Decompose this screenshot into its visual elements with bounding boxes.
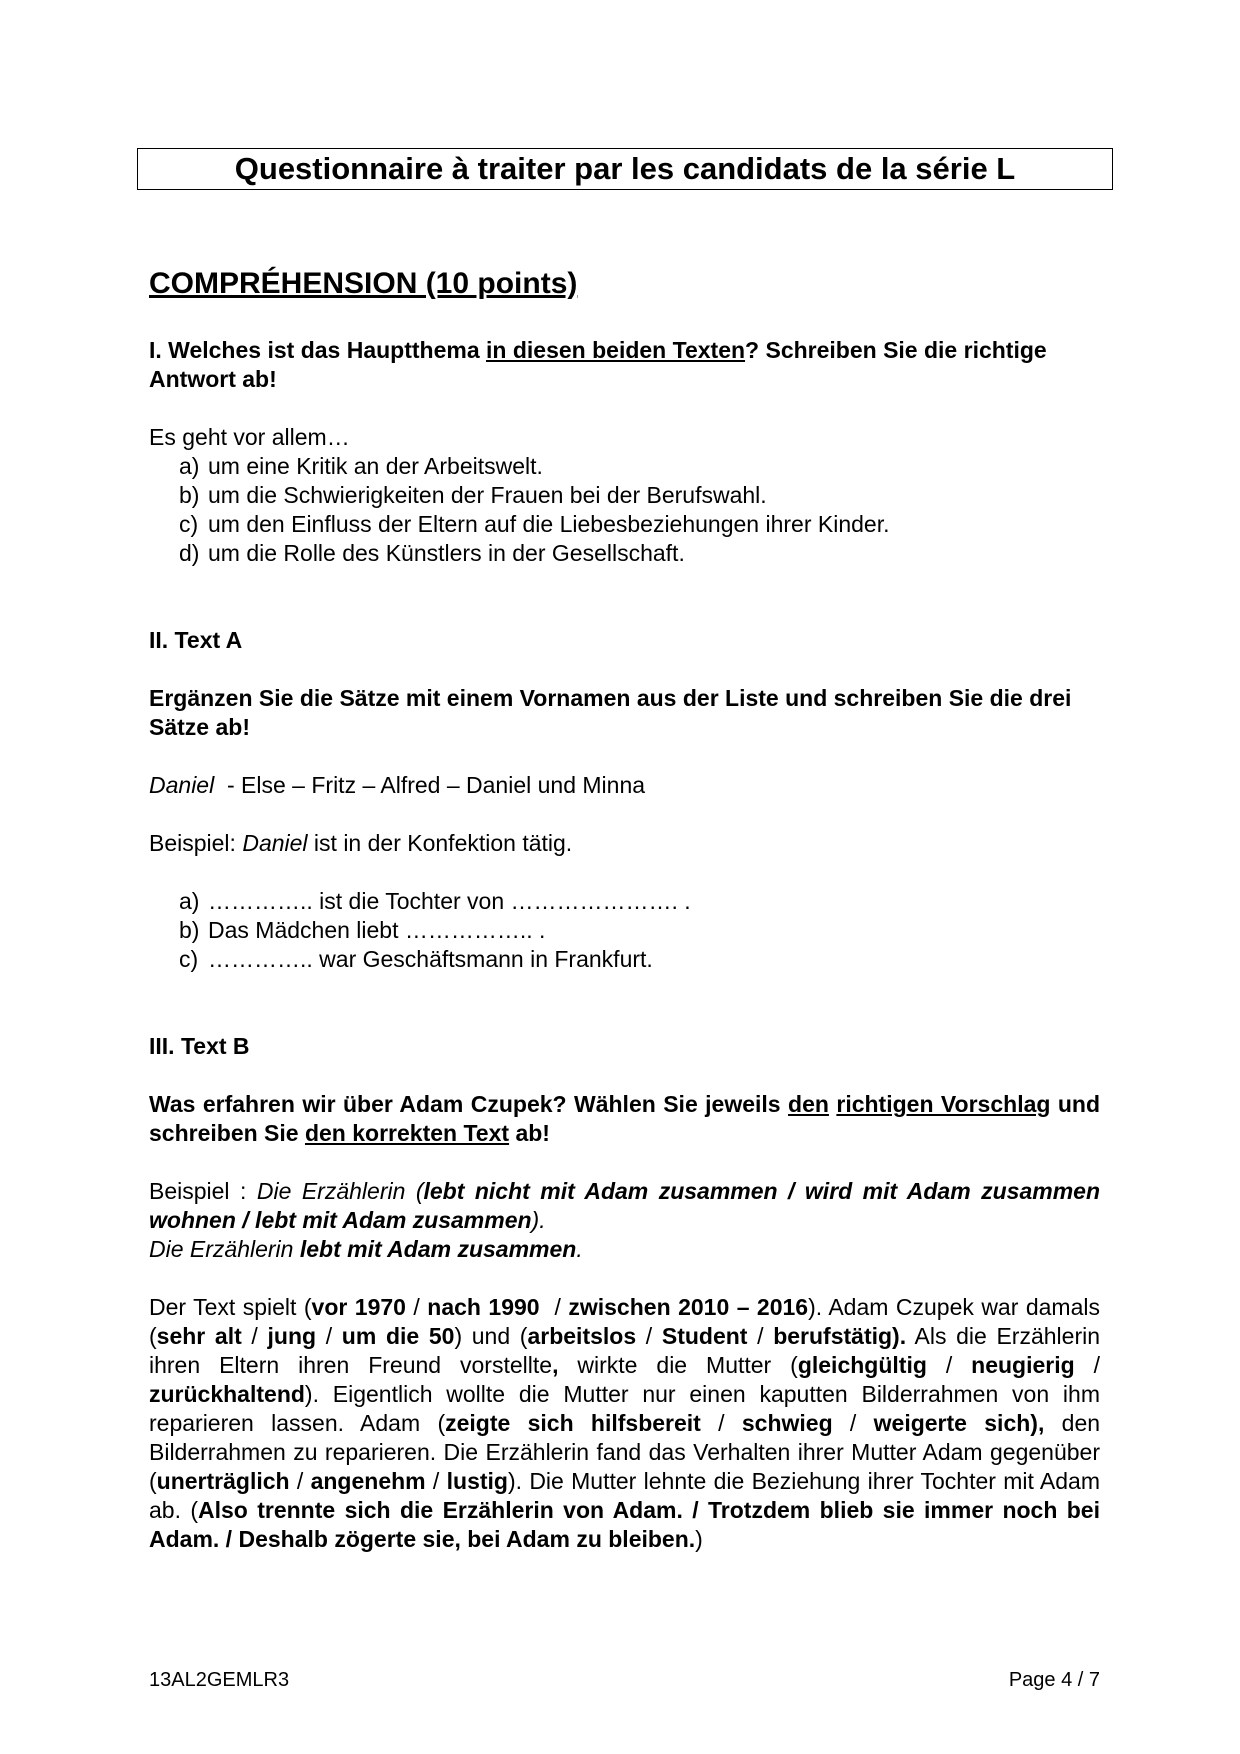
q1-option-b xyxy=(179,481,1100,510)
q3-instruction xyxy=(149,1090,1100,1148)
text-part: / xyxy=(316,1323,342,1349)
ex-answer-italic: Die Erzählerin xyxy=(149,1236,300,1262)
text-part: / xyxy=(405,1294,428,1320)
option-text: um eine Kritik an der Arbeitswelt. xyxy=(208,453,543,479)
text-choice: neugierig xyxy=(971,1352,1075,1378)
ex-italic: ). xyxy=(531,1207,546,1233)
section-title: COMPRÉHENSION (10 points) xyxy=(149,267,578,300)
text-choice: Student xyxy=(661,1323,748,1349)
q1-option-d xyxy=(179,539,1100,568)
q3-example xyxy=(149,1177,1100,1235)
text-choice: weigerte sich), xyxy=(873,1410,1045,1436)
q2-name-list xyxy=(149,771,1100,800)
text-choice: arbeitslos xyxy=(527,1323,637,1349)
text-choice: sehr alt xyxy=(156,1323,242,1349)
ex-answer-bold: lebt mit Adam zusammen xyxy=(299,1236,577,1262)
item-text: ………….. ist die Tochter von …………………. . xyxy=(208,888,691,914)
instr-part: Was erfahren wir über Adam Czupek? Wählen Sie jeweils xyxy=(149,1091,789,1117)
q3-text xyxy=(149,1293,1100,1554)
text-part: ). Die Mutter lehnte die Beziehung ihrer Tochter mit Adam ab. ( xyxy=(149,1468,1100,1523)
q3-example-answer xyxy=(149,1235,1100,1264)
text-choice: gleichgültig xyxy=(797,1352,927,1378)
q1-title xyxy=(149,336,1100,394)
text-choice: zeigte sich hilfsbereit xyxy=(445,1410,701,1436)
text-choice: schwieg xyxy=(741,1410,833,1436)
text-part: ). Eigentlich wollte die Mutter nur einen kaputten Bilderrahmen von ihm reparieren lassen. Adam ( xyxy=(149,1381,1100,1436)
text-part: / xyxy=(1074,1352,1101,1378)
ex-options: lebt nicht mit Adam zusammen / wird mit Adam zusammen wohnen / lebt mit Adam zusammen xyxy=(149,1178,1100,1233)
instr-part: und schreiben Sie xyxy=(149,1091,1101,1146)
text-choice: Also trennte sich die Erzählerin von Adam. / Trotzdem blieb sie immer noch bei Adam. / Deshalb zögerte sie, bei Adam zu bleiben. xyxy=(149,1497,1100,1552)
ex-answer-end: . xyxy=(576,1236,583,1262)
option-letter: c) xyxy=(179,511,199,537)
q3-heading: III. Text B xyxy=(149,1033,250,1059)
text-choice: angenehm xyxy=(310,1468,426,1494)
text-part: / xyxy=(832,1410,874,1436)
text-choice: zwischen 2010 – 2016 xyxy=(568,1294,809,1320)
content xyxy=(149,266,1100,1554)
text-choice: lustig xyxy=(446,1468,508,1494)
example-label: Beispiel: xyxy=(149,830,243,856)
q2-heading: II. Text A xyxy=(149,627,243,653)
text-choice: zurückhaltend xyxy=(149,1381,305,1407)
q2-instruction: Ergänzen Sie die Sätze mit einem Vornamen aus der Liste und schreiben Sie die drei Sätze ab! xyxy=(149,685,1072,740)
text-part: / xyxy=(747,1323,774,1349)
q1-option-c xyxy=(179,510,1100,539)
q1-title-part: I. Welches ist das Hauptthema xyxy=(149,337,487,363)
q2-items xyxy=(149,887,1100,974)
item-text: ………….. war Geschäftsmann in Frankfurt. xyxy=(208,946,653,972)
text-choice: nach 1990 xyxy=(427,1294,540,1320)
text-part: ) xyxy=(695,1526,703,1552)
text-part: / xyxy=(700,1410,742,1436)
text-part: / xyxy=(425,1468,447,1494)
instr-underlined: den korrekten Text xyxy=(304,1120,510,1146)
text-part: / xyxy=(636,1323,662,1349)
option-letter: d) xyxy=(179,540,200,566)
example-name: Daniel xyxy=(242,830,308,856)
name-list-rest: - Else – Fritz – Alfred – Daniel und Minna xyxy=(214,772,646,798)
q1-intro: Es geht vor allem… xyxy=(149,424,350,450)
q1-option-a xyxy=(179,452,1100,481)
item-text: Das Mädchen liebt …………….. . xyxy=(208,917,546,943)
instr-underlined: den xyxy=(788,1091,829,1117)
instr-part: ab! xyxy=(509,1120,550,1146)
item-letter: b) xyxy=(179,917,200,943)
text-choice: um die 50 xyxy=(341,1323,455,1349)
q2-item-a xyxy=(179,887,1100,916)
text-part: den Bilderrahmen zu reparieren. Die Erzählerin fand das Verhalten ihrer Mutter Adam gegenüber ( xyxy=(149,1410,1101,1494)
option-text: um die Schwierigkeiten der Frauen bei der Berufswahl. xyxy=(208,482,767,508)
text-choice: jung xyxy=(267,1323,317,1349)
text-part: / xyxy=(241,1323,268,1349)
text-part: ). Adam Czupek war damals ( xyxy=(149,1294,1100,1349)
footer-code: 13AL2GEMLR3 xyxy=(149,1669,290,1691)
name-list-italic: Daniel xyxy=(149,772,215,798)
ex-label: Beispiel : xyxy=(149,1178,257,1204)
q1-options xyxy=(149,452,1100,568)
header-box xyxy=(137,148,1113,190)
option-letter: a) xyxy=(179,453,200,479)
text-part: Als die Erzählerin ihren Eltern ihren Freund vorstellte xyxy=(149,1323,1101,1378)
footer-page-number: Page 4 / 7 xyxy=(1008,1669,1100,1691)
text-choice: vor 1970 xyxy=(311,1294,406,1320)
text-part: / xyxy=(539,1294,569,1320)
option-text: um den Einfluss der Eltern auf die Liebesbeziehungen ihrer Kinder. xyxy=(208,511,890,537)
ex-italic: Die Erzählerin ( xyxy=(256,1178,424,1204)
text-part: / xyxy=(926,1352,972,1378)
text-part: / xyxy=(289,1468,311,1494)
text-choice: unerträglich xyxy=(156,1468,290,1494)
text-choice: berufstätig). xyxy=(773,1323,907,1349)
q2-example xyxy=(149,829,1100,858)
text-part: Der Text spielt ( xyxy=(149,1294,312,1320)
text-part: wirkte die Mutter ( xyxy=(558,1352,798,1378)
item-letter: a) xyxy=(179,888,200,914)
option-letter: b) xyxy=(179,482,200,508)
instr-underlined: richtigen Vorschlag xyxy=(836,1091,1051,1117)
option-text: um die Rolle des Künstlers in der Gesellschaft. xyxy=(208,540,685,566)
q2-item-b xyxy=(179,916,1100,945)
q2-item-c xyxy=(179,945,1100,974)
header-title: Questionnaire à traiter par les candidats de la série L xyxy=(234,151,1016,186)
example-rest: ist in der Konfektion tätig. xyxy=(307,830,573,856)
q1-title-part: ? Schreiben Sie die richtige Antwort ab! xyxy=(149,337,1047,392)
q1-title-underlined: in diesen beiden Texten xyxy=(486,337,746,363)
text-choice: , xyxy=(552,1352,559,1378)
item-letter: c) xyxy=(179,946,199,972)
text-part: ) und ( xyxy=(454,1323,528,1349)
